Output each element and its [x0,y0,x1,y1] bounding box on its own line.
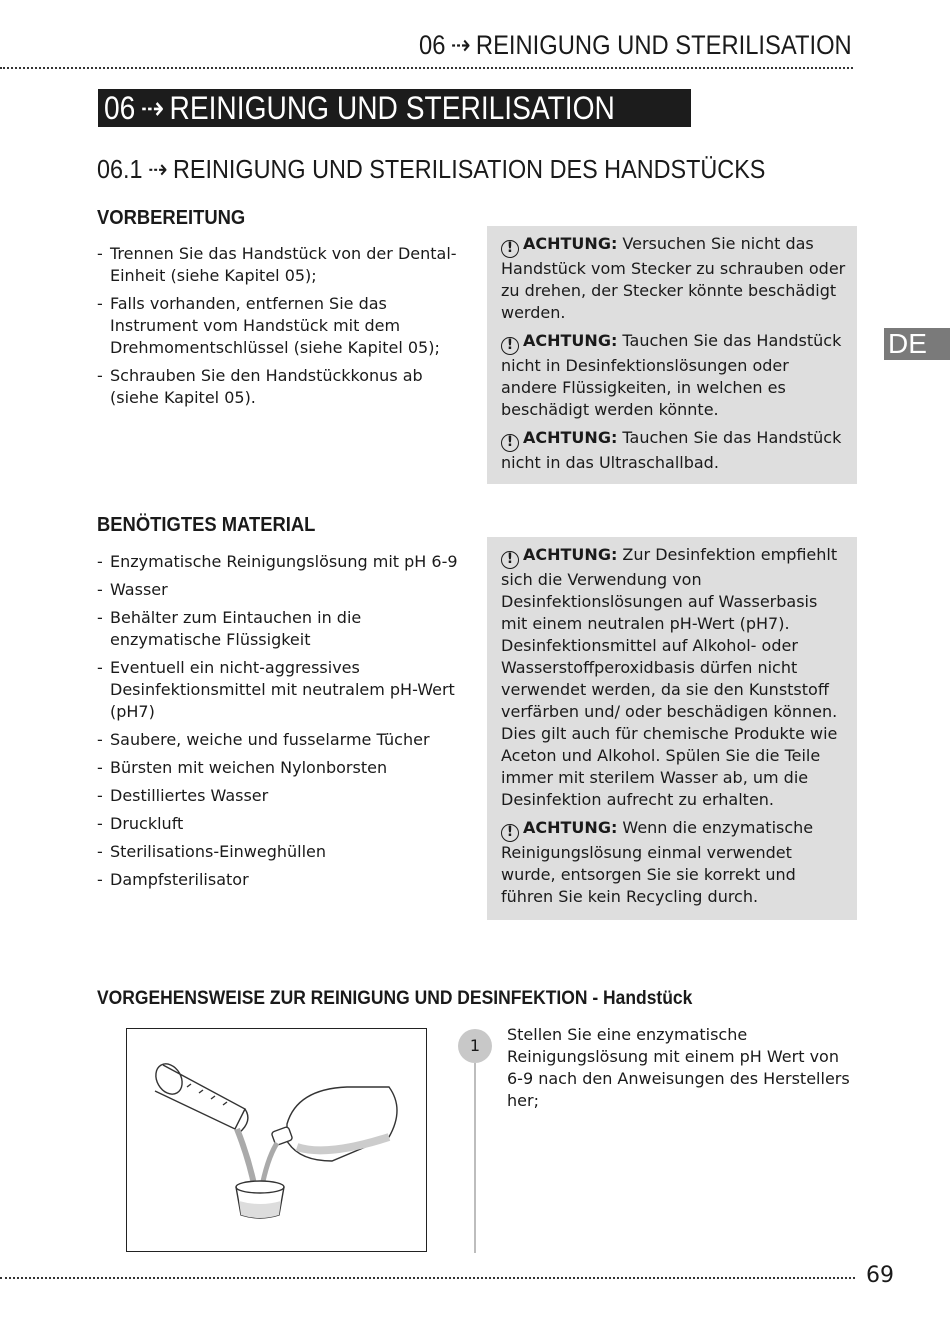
warning-text: Tauchen Sie das Handstück nicht in das Ultraschallbad. [501,428,842,472]
header-divider [0,67,853,69]
list-item: - Falls vorhanden, entfernen Sie das Instrument vom Handstück mit dem Drehmomentschlüssel (siehe Kapitel 05); [97,293,467,359]
exclamation-icon: ! [501,240,519,258]
measuring-cylinder-icon [151,1059,248,1133]
running-header-title: REINIGUNG UND STERILISATION [476,30,852,60]
warning-text: Wenn die enzymatische Reinigungslösung einmal verwendet wurde, entsorgen Sie sie korrekt und führen Sie kein Recycling durch. [501,818,814,906]
procedure-heading [97,988,692,1010]
list-item: - Wasser [97,579,467,601]
warning-label: ACHTUNG: [523,818,618,837]
dotted-arrow-icon: ⇢ [147,154,168,184]
step-number-badge: 1 [458,1029,492,1063]
exclamation-icon: ! [501,824,519,842]
section-title-text: REINIGUNG UND STERILISATION DES HANDSTÜCKS [172,154,766,184]
warning-label: ACHTUNG: [523,234,618,253]
list-item: - Schrauben Sie den Handstückkonus ab (siehe Kapitel 05). [97,365,467,409]
warning-box [487,537,857,920]
warning-label: ACHTUNG: [523,331,618,350]
list-item: - Enzymatische Reinigungslösung mit pH 6-9 [97,551,467,573]
chapter-title-text: REINIGUNG UND STERILISATION [169,90,615,126]
vorbereitung-heading: VORBEREITUNG [97,207,246,229]
pouring-illustration [126,1028,427,1252]
footer-divider [0,1277,855,1279]
warning-note [501,544,848,811]
running-header [419,30,852,61]
list-item: - Trennen Sie das Handstück von der Dental-Einheit (siehe Kapitel 05); [97,243,467,287]
exclamation-icon: ! [501,434,519,452]
warning-note [501,233,848,324]
page-number: 69 [866,1263,894,1288]
warning-label: ACHTUNG: [523,545,618,564]
procedure-heading-main: VORGEHENSWEISE ZUR REINIGUNG UND DESINFEKTION [97,988,588,1009]
running-header-number: 06 [419,30,446,60]
warning-note [501,817,848,908]
warning-note [501,427,848,474]
warning-note [501,330,848,421]
list-item: - Druckluft [97,813,467,835]
exclamation-icon: ! [501,551,519,569]
step-text: Stellen Sie eine enzymatische Reinigungslösung mit einem pH Wert von 6-9 nach den Anweisungen des Herstellers her; [507,1025,850,1110]
warning-text: Tauchen Sie das Handstück nicht in Desinfektionslösungen oder andere Flüssigkeiten, in welchen es beschädigt werden könnte. [501,331,842,419]
vorbereitung-list [97,243,467,415]
list-item: - Sterilisations-Einweghüllen [97,841,467,863]
chapter-number: 06 [104,90,136,126]
step-timeline-line [474,1063,476,1253]
warning-text: Versuchen Sie nicht das Handstück vom Stecker zu schrauben oder zu drehen, der Stecker könnte beschädigt werden. [501,234,846,322]
language-tab: DE [884,328,950,360]
chapter-title [98,89,691,127]
beaker-icon [236,1181,284,1218]
procedure-heading-suffix: - Handstück [587,988,693,1009]
list-item: - Saubere, weiche und fusselarme Tücher [97,729,467,751]
exclamation-icon: ! [501,337,519,355]
section-number: 06.1 [97,154,143,184]
list-item: - Dampfsterilisator [97,869,467,891]
list-item: - Bürsten mit weichen Nylonborsten [97,757,467,779]
warning-text: Zur Desinfektion empfiehlt sich die Verwendung von Desinfektionslösungen auf Wasserbasis mit einem neutralen pH-Wert (pH7). Desinfektionsmittel auf Alkohol- oder Wasserstoffperoxidbasis dürfen nicht verwendet werden, da sie den Kunststoff verfärben und/ oder beschädigen können. Dies gilt auch für chemische Produkte wie Aceton und Alkohol. Spülen Sie die Teile immer mit sterilem Wasser ab, um die Desinfektion aufrecht zu erhalten. [501,545,838,809]
warning-label: ACHTUNG: [523,428,618,447]
list-item: - Destilliertes Wasser [97,785,467,807]
material-heading: BENÖTIGTES MATERIAL [97,514,316,536]
warning-box [487,226,857,484]
bottle-icon [271,1087,397,1161]
section-title [97,154,765,185]
dotted-arrow-icon: ⇢ [140,90,165,126]
dotted-arrow-icon: ⇢ [451,30,471,60]
list-item: - Behälter zum Eintauchen in die enzymatische Flüssigkeit [97,607,467,651]
list-item: - Eventuell ein nicht-aggressives Desinfektionsmittel mit neutralem pH-Wert (pH7) [97,657,467,723]
material-list [97,551,467,897]
